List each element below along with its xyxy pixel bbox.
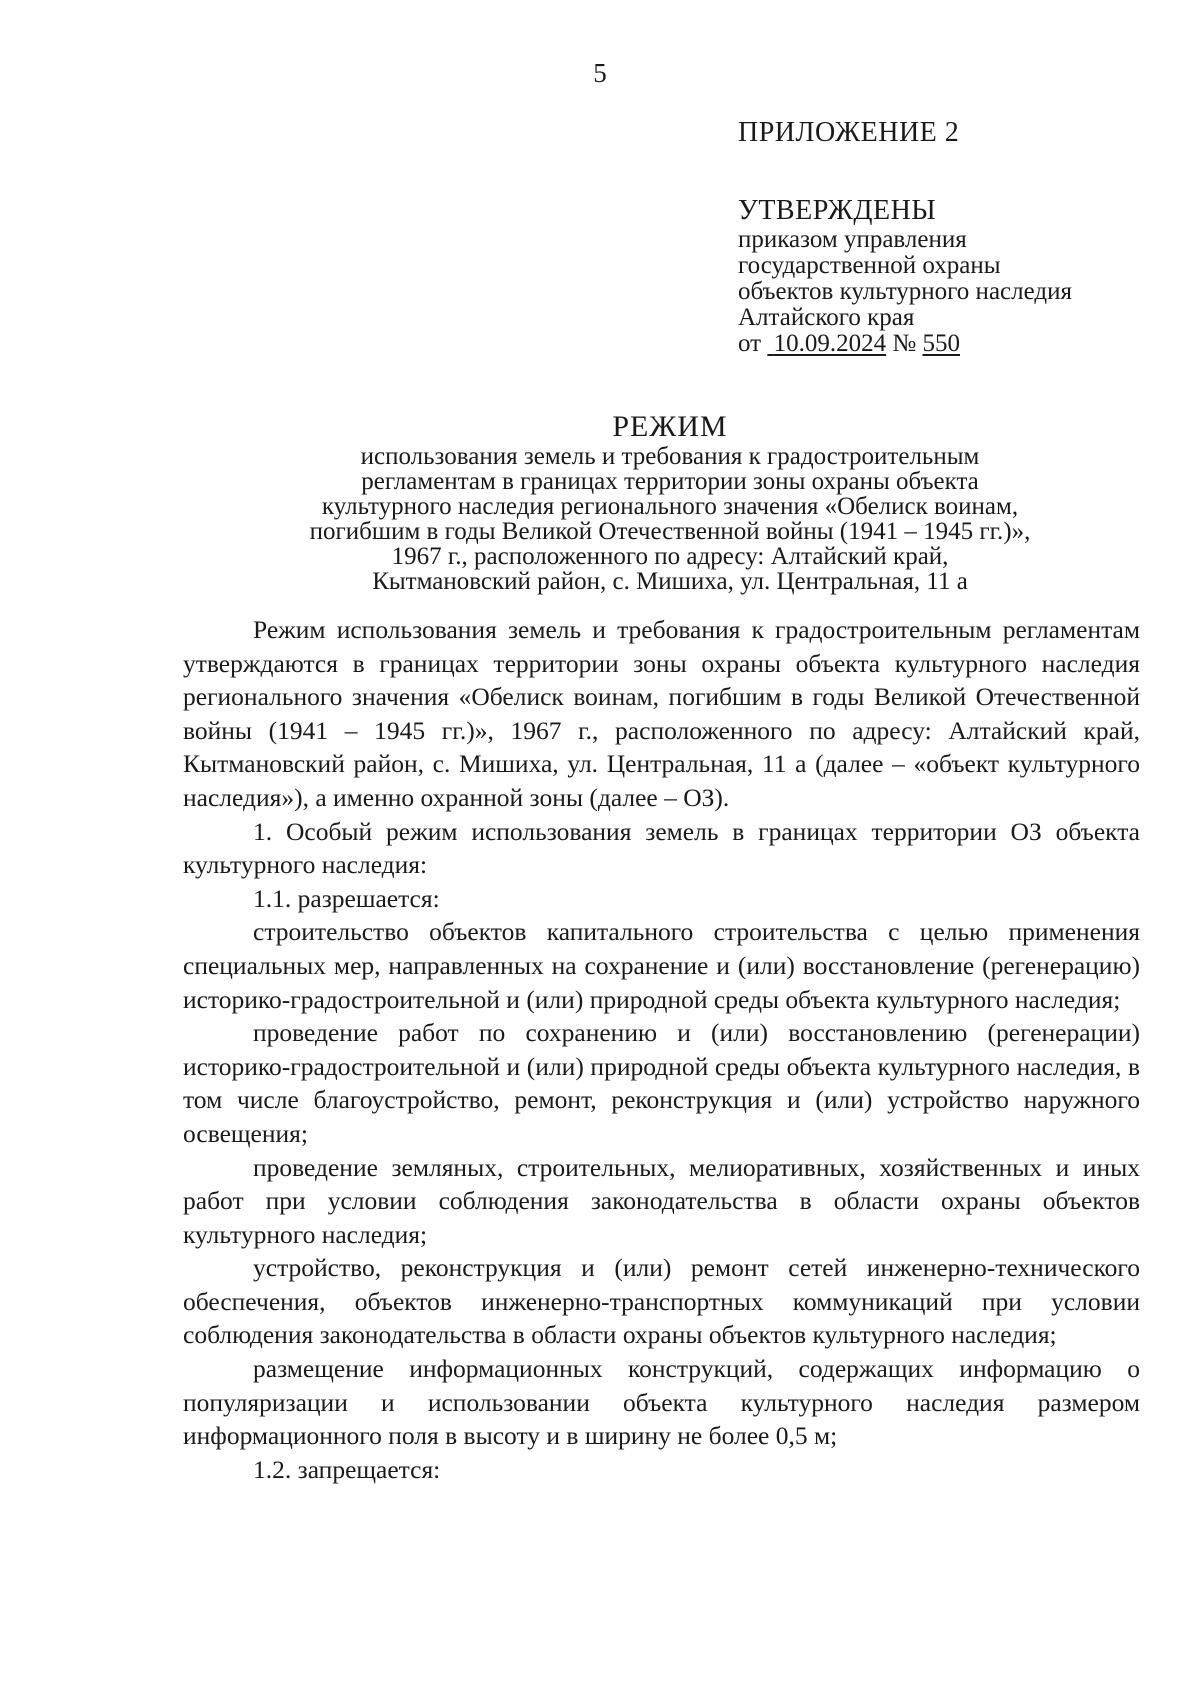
document-body — [183, 613, 1140, 1486]
title-line: 1967 г., расположенного по адресу: Алтайский край, — [391, 543, 949, 570]
title-line: погибшим в годы Великой Отечественной войны (1941 – 1945 гг.)», — [309, 518, 1031, 545]
body-paragraph: размещение информационных конструкций, содержащих информацию о популяризации и использовании объекта культурного наследия размером информационного поля в высоту и в ширину не более 0,5 м; — [183, 1354, 1140, 1451]
order-date: 10.09.2024 — [773, 330, 887, 357]
title-line: Кытмановский район, с. Мишиха, ул. Центральная, 11 а — [372, 568, 968, 595]
approved-label: УТВЕРЖДЕНЫ — [738, 195, 937, 226]
body-paragraph: проведение земляных, строительных, мелиоративных, хозяйственных и иных работ при условии соблюдения законодательства в области охраны объектов культурного наследия; — [183, 1152, 1140, 1249]
body-paragraph: 1.1. разрешается: — [253, 883, 440, 913]
page-number: 5 — [593, 58, 607, 88]
title-main: РЕЖИМ — [612, 410, 728, 443]
body-paragraph: устройство, реконструкция и (или) ремонт сетей инженерно-технического обеспечения, объектов инженерно-транспортных коммуникаций при условии соблюдения законодательства в области охраны объектов культурного наследия; — [183, 1253, 1140, 1350]
title-line: использования земель и требования к градостроительным — [360, 443, 980, 470]
approval-line: приказом управления — [738, 226, 967, 253]
body-paragraph: 1. Особый режим использования земель в границах территории ОЗ объекта культурного наследия: — [183, 816, 1140, 880]
order-number: 550 — [922, 330, 960, 357]
approval-block — [738, 117, 1178, 357]
body-paragraph: строительство объектов капитального строительства с целью применения специальных мер, направленных на сохранение и (или) восстановление (регенерацию) историко-градостроительной и (или) природной среды объекта культурного наследия; — [183, 917, 1140, 1014]
order-line — [738, 331, 1178, 357]
title-line: культурного наследия регионального значения «Обелиск воинам, — [321, 493, 1019, 520]
document-title — [180, 410, 1160, 594]
approval-line: Алтайского края — [738, 304, 915, 331]
approval-line: объектов культурного наследия — [738, 278, 1072, 305]
order-number-sign: № — [892, 330, 917, 357]
appendix-label: ПРИЛОЖЕНИЕ 2 — [738, 117, 960, 148]
body-paragraph: 1.2. запрещается: — [253, 1454, 441, 1484]
title-line: регламентам в границах территории зоны охраны объекта — [361, 468, 979, 495]
body-paragraph: проведение работ по сохранению и (или) восстановлению (регенерации) историко-градостроительной и (или) природной среды объекта культурного наследия, в том числе благоустройство, ремонт, реконструкция и (или) устройство наружного освещения; — [183, 1018, 1140, 1148]
approval-line: государственной охраны — [738, 252, 1001, 279]
body-paragraph: Режим использования земель и требования к градостроительным регламентам утверждаются в границах территории зоны охраны объекта культурного наследия регионального значения «Обелиск воинам, погибшим в годы Великой Отечественной войны (1941 – 1945 гг.)», 1967 г., расположенного по адресу: Алтайский край, Кытмановский район, с. Мишиха, ул. Центральная, 11 а (далее – «объект культурного наследия»), а именно охранной зоны (далее – ОЗ). — [183, 615, 1140, 812]
order-prefix: от — [738, 330, 762, 357]
